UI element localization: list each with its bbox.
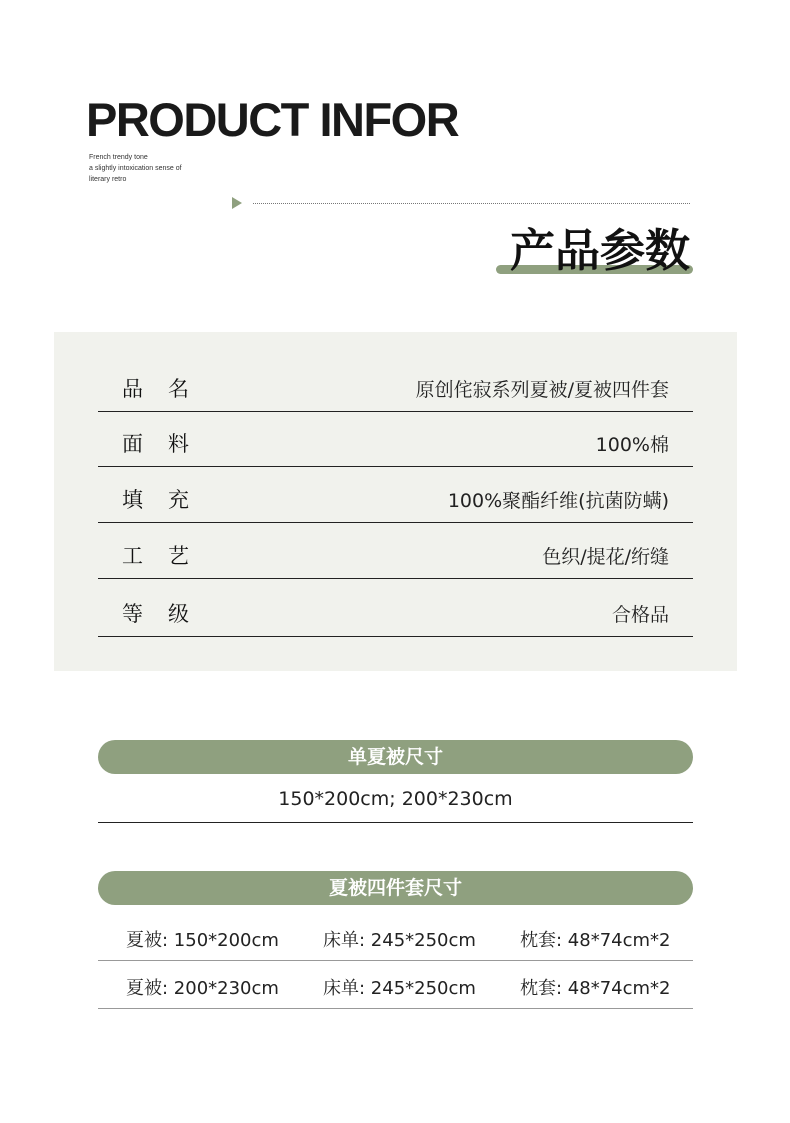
page-title: PRODUCT INFOR	[86, 93, 459, 146]
tagline	[89, 152, 229, 185]
spec-label: 等级	[122, 602, 214, 626]
spec-value: 100%聚酯纤维(抗菌防螨)	[447, 490, 669, 512]
four-piece-heading: 夏被四件套尺寸	[98, 871, 693, 905]
sheet-size: 床单: 245*250cm	[323, 978, 476, 999]
spec-row	[98, 522, 693, 579]
quilt-size: 夏被: 200*230cm	[126, 978, 279, 999]
tagline-line: a slightly intoxication sense of	[89, 165, 182, 172]
spec-label: 品名	[122, 377, 214, 401]
set-row	[98, 961, 693, 1009]
spec-value: 100%棉	[595, 434, 669, 456]
tagline-line: French trendy tone	[89, 154, 148, 161]
single-quilt-sizes: 150*200cm; 200*230cm	[98, 788, 693, 823]
tagline-line: literary retro	[89, 176, 127, 183]
single-quilt-heading: 单夏被尺寸	[98, 740, 693, 774]
pillowcase-size: 枕套: 48*74cm*2	[520, 978, 671, 999]
spec-row	[98, 466, 693, 523]
quilt-size: 夏被: 150*200cm	[126, 930, 279, 951]
spec-value: 合格品	[611, 604, 669, 626]
spec-row	[98, 580, 693, 637]
section-title: 产品参数	[509, 224, 690, 277]
specs-panel	[54, 332, 737, 671]
spec-label: 填充	[122, 488, 214, 512]
dotted-divider	[253, 203, 690, 204]
set-row	[98, 913, 693, 961]
spec-label: 工艺	[122, 544, 214, 568]
spec-label: 面料	[122, 432, 214, 456]
spec-value: 原创侘寂系列夏被/夏被四件套	[415, 379, 669, 401]
play-arrow-icon	[232, 197, 242, 209]
pillowcase-size: 枕套: 48*74cm*2	[520, 930, 671, 951]
sheet-size: 床单: 245*250cm	[323, 930, 476, 951]
spec-row	[98, 355, 693, 412]
spec-value: 色织/提花/绗缝	[542, 546, 669, 568]
spec-row	[98, 410, 693, 467]
